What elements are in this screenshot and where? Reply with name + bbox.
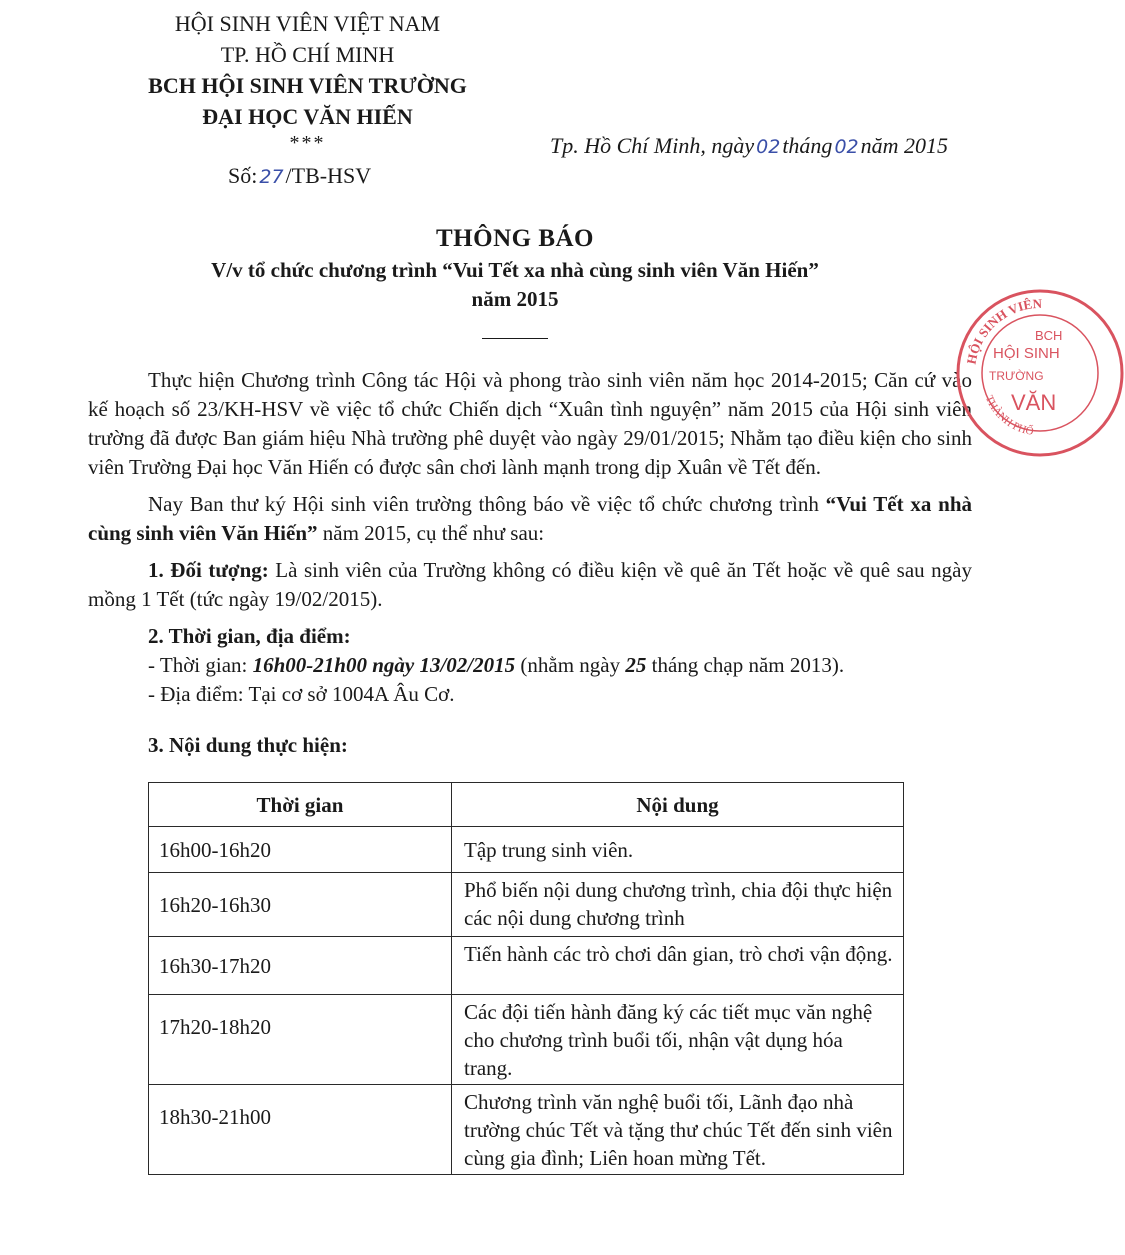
stamp-inner-2: HỘI SINH <box>993 345 1060 362</box>
month-word: tháng <box>782 133 833 158</box>
org-line-committee: BCH HỘI SINH VIÊN TRƯỜNG <box>148 73 467 98</box>
announcement-suffix: năm 2015, cụ thể như sau: <box>322 521 545 545</box>
time-note-b: tháng chạp năm 2013). <box>651 653 845 677</box>
announcement-paragraph <box>88 490 972 548</box>
row-content: Chương trình văn nghệ buổi tối, Lãnh đạo nhà trường chúc Tết và tặng thư chúc Tết đến sinh viên cùng gia đình; Liên hoan mừng Tết. <box>452 1085 904 1175</box>
table-row <box>149 827 904 873</box>
row-time: 18h30-21h00 <box>149 1085 452 1175</box>
table-row <box>149 1085 904 1175</box>
schedule-table <box>148 782 904 1175</box>
header-stars: *** <box>289 132 326 154</box>
table-row <box>149 995 904 1085</box>
document-subject: V/v tổ chức chương trình “Vui Tết xa nhà cùng sinh viên Văn Hiến” <box>211 258 819 282</box>
document-number <box>228 160 371 193</box>
document-title: THÔNG BÁO <box>436 225 594 252</box>
stamp-inner-1: BCH <box>1035 328 1063 343</box>
row-time: 16h30-17h20 <box>149 937 452 995</box>
number-prefix: Số: <box>228 163 258 188</box>
row-content: Tập trung sinh viên. <box>452 827 904 873</box>
org-line-national: HỘI SINH VIÊN VIỆT NAM <box>174 11 441 36</box>
handwritten-month: 02 <box>834 136 859 158</box>
handwritten-day: 02 <box>756 136 781 158</box>
row-content: Tiến hành các trò chơi dân gian, trò chơi vận động. <box>452 937 904 995</box>
handwritten-number: 27 <box>259 166 284 188</box>
intro-paragraph: Thực hiện Chương trình Công tác Hội và phong trào sinh viên năm học 2014-2015; Căn cứ vào kế hoạch số 23/KH-HSV về việc tổ chức Chiến dịch “Xuân tình nguyện” năm 2015 của Hội sinh viên trường đã được Ban giám hiệu Nhà trường phê duyệt vào ngày 29/01/2015; Nhằm tạo điều kiện cho sinh viên Trường Đại học Văn Hiến có được sân chơi lành mạnh trong dịp Xuân về Tết đến. <box>88 368 972 479</box>
row-time: 16h20-16h30 <box>149 873 452 937</box>
time-note-day: 25 <box>625 653 647 677</box>
title-block <box>150 222 880 339</box>
section-1-text: Là sinh viên của Trường không có điều kiện về quê ăn Tết hoặc về quê sau ngày mồng 1 Tết (tức ngày 19/02/2015). <box>88 558 973 611</box>
year-text: năm 2015 <box>860 133 949 158</box>
header-content: Nội dung <box>452 783 904 827</box>
document-body <box>88 366 972 760</box>
number-suffix: /TB-HSV <box>285 163 372 188</box>
time-label: - Thời gian: <box>148 653 248 677</box>
official-stamp <box>955 288 1125 458</box>
table-row <box>149 873 904 937</box>
organization-header <box>130 8 485 154</box>
stamp-inner-4: VĂN <box>1011 390 1057 415</box>
time-note-a: (nhằm ngày <box>520 653 621 677</box>
stamp-inner-3: TRƯỜNG <box>989 369 1044 383</box>
org-line-university: ĐẠI HỌC VĂN HIẾN <box>202 104 413 129</box>
section-3-heading: 3. Nội dung thực hiện: <box>148 733 348 757</box>
row-content: Các đội tiến hành đăng ký các tiết mục văn nghệ cho chương trình buổi tối, nhận vật dụng hóa trang. <box>452 995 904 1085</box>
header-time: Thời gian <box>149 783 452 827</box>
row-time: 16h00-16h20 <box>149 827 452 873</box>
section-time-place <box>88 622 972 651</box>
title-divider <box>482 338 548 339</box>
announcement-prefix: Nay Ban thư ký Hội sinh viên trường thông báo về việc tổ chức chương trình <box>148 492 819 516</box>
time-line <box>88 651 972 680</box>
stamp-ring-bottom: THÀNH PHỐ <box>982 393 1035 438</box>
org-line-city: TP. HỒ CHÍ MINH <box>220 42 395 67</box>
place-line: - Địa điểm: Tại cơ sở 1004A Âu Cơ. <box>148 682 455 706</box>
time-value: 16h00-21h00 ngày 13/02/2015 <box>252 653 516 677</box>
place-date-prefix: Tp. Hồ Chí Minh, ngày <box>550 133 755 158</box>
table-row <box>149 937 904 995</box>
table-header-row <box>149 783 904 827</box>
section-audience <box>88 556 972 614</box>
program-name: “Vui Tết xa nhà cùng sinh viên Văn Hiến” <box>88 492 973 545</box>
section-2-heading: 2. Thời gian, địa điểm: <box>148 624 351 648</box>
section-content <box>88 731 972 760</box>
place-and-date <box>550 130 948 163</box>
section-1-heading: 1. Đối tượng: <box>148 558 269 582</box>
document-year: năm 2015 <box>471 287 559 311</box>
stamp-ring-text: HỘI SINH VIÊN <box>963 295 1043 366</box>
row-content: Phổ biến nội dung chương trình, chia đội thực hiện các nội dung chương trình <box>452 873 904 937</box>
row-time: 17h20-18h20 <box>149 995 452 1085</box>
